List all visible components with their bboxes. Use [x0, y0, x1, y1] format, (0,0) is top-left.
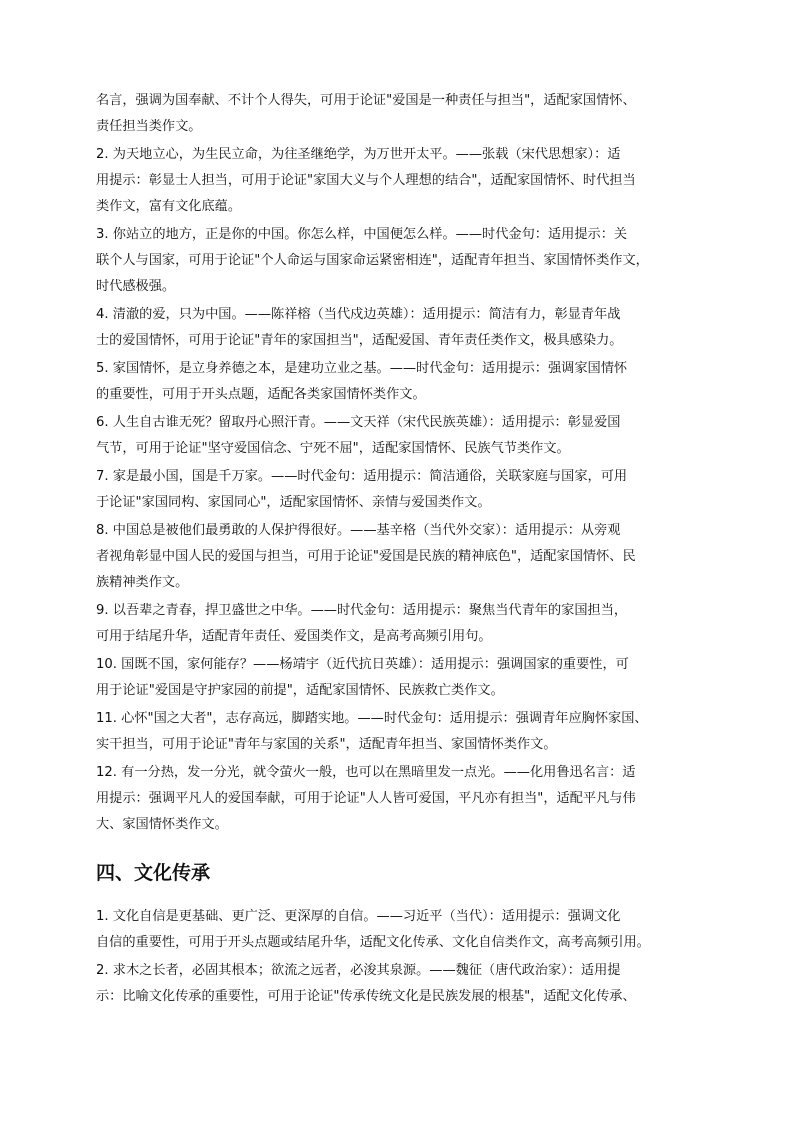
paragraph-line: 5. 家国情怀，是立身养德之本，是建功立业之基。——时代金句：适用提示：强调家国情怀	[96, 361, 628, 376]
paragraph-line: 于论证"家国同构、家国同心"，适配家国情怀、亲情与爱国类作文。	[96, 495, 491, 510]
quote-paragraph	[96, 302, 708, 354]
document-page	[96, 88, 708, 1010]
paragraph-line: 9. 以吾辈之青春，捍卫盛世之中华。——时代金句：适用提示：聚焦当代青年的家国担当，	[96, 603, 628, 618]
quote-paragraph	[96, 464, 708, 516]
paragraph-line: 2. 求木之长者，必固其根本；欲流之远者，必浚其泉源。——魏征（唐代政治家）：适用提	[96, 963, 621, 978]
paragraph-line: 10. 国既不国，家何能存？——杨靖宇（近代抗日英雄）：适用提示：强调国家的重要性，可	[96, 657, 629, 672]
quote-paragraph	[96, 518, 708, 596]
paragraph-line: 4. 清澈的爱，只为中国。——陈祥榕（当代戍边英雄）：适用提示：简洁有力，彰显青年战	[96, 307, 621, 322]
paragraph-group-patriotism	[96, 88, 708, 838]
quote-paragraph	[96, 598, 708, 650]
paragraph-line: 用提示：强调平凡人的爱国奉献，可用于论证"人人皆可爱国，平凡亦有担当"，适配平凡与伟	[96, 791, 636, 806]
paragraph-line: 时代感极强。	[96, 279, 176, 294]
paragraph-line: 责任担当类作文。	[96, 119, 202, 134]
paragraph-line: 气节，可用于论证"坚守爱国信念、宁死不屈"，适配家国情怀、民族气节类作文。	[96, 441, 570, 456]
quote-paragraph	[96, 706, 708, 758]
paragraph-group-culture	[96, 904, 708, 1010]
quote-paragraph	[96, 356, 708, 408]
paragraph-line: 7. 家是最小国，国是千万家。——时代金句：适用提示：简洁通俗，关联家庭与国家，可用	[96, 469, 628, 484]
paragraph-line: 用于论证"爱国是守护家园的前提"，适配家国情怀、民族救亡类作文。	[96, 683, 504, 698]
quote-paragraph	[96, 958, 708, 1010]
quote-paragraph	[96, 652, 708, 704]
paragraph-line: 示：比喻文化传承的重要性，可用于论证"传承传统文化是民族发展的根基"，适配文化传承、	[96, 989, 636, 1004]
quote-paragraph	[96, 760, 708, 838]
quote-paragraph	[96, 88, 708, 140]
paragraph-line: 者视角彰显中国人民的爱国与担当，可用于论证"爱国是民族的精神底色"，适配家国情怀、民	[96, 549, 636, 564]
quote-paragraph	[96, 222, 708, 300]
quote-paragraph	[96, 410, 708, 462]
paragraph-line: 用提示：彰显士人担当，可用于论证"家国大义与个人理想的结合"，适配家国情怀、时代担当	[96, 173, 636, 188]
paragraph-line: 联个人与国家，可用于论证"个人命运与国家命运紧密相连"，适配青年担当、家国情怀类作文，	[96, 253, 649, 268]
quote-paragraph	[96, 142, 708, 220]
paragraph-line: 大、家国情怀类作文。	[96, 817, 228, 832]
paragraph-line: 类作文，富有文化底蕴。	[96, 199, 242, 214]
section-heading: 四、文化传承	[96, 862, 211, 884]
paragraph-line: 的重要性，可用于开头点题，适配各类家国情怀类作文。	[96, 387, 426, 402]
quote-paragraph	[96, 904, 708, 956]
paragraph-line: 12. 有一分热，发一分光，就令萤火一般，也可以在黑暗里发一点光。——化用鲁迅名言：适	[96, 765, 636, 780]
paragraph-line: 11. 心怀"国之大者"，志存高远，脚踏实地。——时代金句：适用提示：强调青年应胸怀家国、	[96, 711, 648, 726]
paragraph-line: 士的爱国情怀，可用于论证"青年的家国担当"，适配爱国、青年责任类作文，极具感染力。	[96, 333, 623, 348]
paragraph-line: 族精神类作文。	[96, 575, 189, 590]
paragraph-line: 实干担当，可用于论证"青年与家国的关系"，适配青年担当、家国情怀类作文。	[96, 737, 557, 752]
paragraph-line: 1. 文化自信是更基础、更广泛、更深厚的自信。——习近平（当代）：适用提示：强调文化	[96, 909, 621, 924]
paragraph-line: 2. 为天地立心，为生民立命，为往圣继绝学，为万世开太平。——张载（宋代思想家）：适	[96, 147, 621, 162]
paragraph-line: 8. 中国总是被他们最勇敢的人保护得很好。——基辛格（当代外交家）：适用提示：从旁观	[96, 523, 621, 538]
paragraph-line: 名言，强调为国奉献、不计个人得失，可用于论证"爱国是一种责任与担当"，适配家国情怀、	[96, 93, 636, 108]
paragraph-line: 6. 人生自古谁无死？留取丹心照汗青。——文天祥（宋代民族英雄）：适用提示：彰显爱国	[96, 415, 621, 430]
paragraph-line: 自信的重要性，可用于开头点题或结尾升华，适配文化传承、文化自信类作文，高考高频引用。	[96, 935, 650, 950]
paragraph-line: 3. 你站立的地方，正是你的中国。你怎么样，中国便怎么样。——时代金句：适用提示：关	[96, 227, 628, 242]
paragraph-line: 可用于结尾升华，适配青年责任、爱国类作文，是高考高频引用句。	[96, 629, 492, 644]
